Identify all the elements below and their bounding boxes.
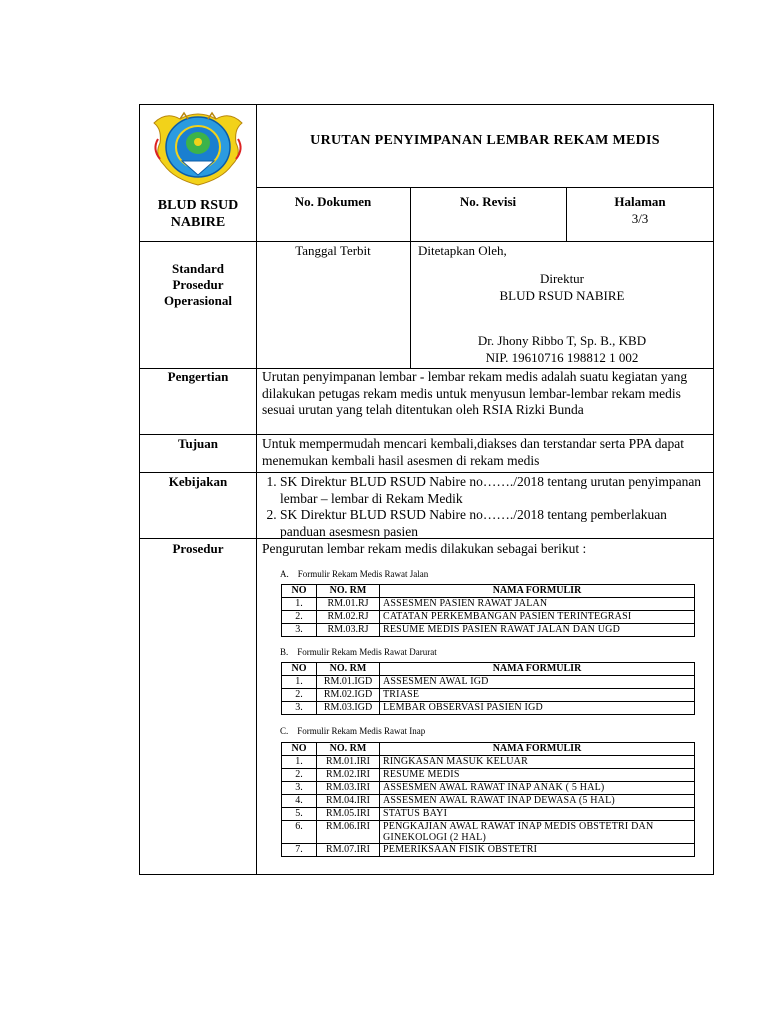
table-rawat-inap <box>281 742 695 857</box>
row-form-name: LEMBAR OBSERVASI PASIEN IGD <box>380 702 695 715</box>
row-no: 1. <box>282 598 317 611</box>
org-name <box>140 197 256 231</box>
table-row <box>282 598 695 611</box>
row-form-name: ASSESMEN AWAL IGD <box>380 676 695 689</box>
table-caption-rawat-jalan <box>280 569 680 580</box>
row-form-name: ASSESMEN AWAL RAWAT INAP DEWASA (5 HAL) <box>380 795 695 808</box>
table-header-row <box>282 743 695 756</box>
sop-label-line: Operasional <box>164 293 232 308</box>
row-divider <box>256 187 714 188</box>
pengertian-text: Urutan penyimpanan lembar - lembar rekam medis adalah suatu kegiatan yang dilakukan petugas rekam medis untuk menyusun lembar-lembar rekam medis sesuai urutan yang telah ditentukan oleh RSIA Rizki Bunda <box>262 369 688 417</box>
row-form-name: ASSESMEN PASIEN RAWAT JALAN <box>380 598 695 611</box>
row-no: 1. <box>282 756 317 769</box>
col-header-no: NO <box>282 743 317 756</box>
caption-text: Formulir Rekam Medis Rawat Inap <box>297 726 426 736</box>
table-row <box>282 702 695 715</box>
table-rawat-jalan <box>281 584 695 637</box>
row-no: 3. <box>282 624 317 637</box>
row-rm: RM.01.IRI <box>317 756 380 769</box>
row-form-name: TRIASE <box>380 689 695 702</box>
row-rm: RM.03.IGD <box>317 702 380 715</box>
row-form-name: PEMERIKSAAN FISIK OBSTETRI <box>380 844 695 857</box>
table-caption-rawat-inap <box>280 726 680 737</box>
page-label: Halaman <box>614 194 666 209</box>
row-form-name: RESUME MEDIS <box>380 769 695 782</box>
col-header-rm: NO. RM <box>317 663 380 676</box>
row-no: 1. <box>282 676 317 689</box>
org-name-line: NABIRE <box>170 215 226 230</box>
row-form-name: CATATAN PERKEMBANGAN PASIEN TERINTEGRASI <box>380 611 695 624</box>
row-rm: RM.05.IRI <box>317 808 380 821</box>
row-no: 2. <box>282 769 317 782</box>
col-header-no: NO <box>282 585 317 598</box>
org-name-line: BLUD RSUD <box>157 198 239 213</box>
col-header-rm: NO. RM <box>317 743 380 756</box>
prosedur-intro: Pengurutan lembar rekam medis dilakukan sebagai berikut : <box>262 541 587 556</box>
hospital-logo <box>150 109 246 187</box>
kebijakan-item: 1. SK Direktur BLUD RSUD Nabire no……./2018 tentang urutan penyimpanan lembar – lembar di Rekam Medik <box>280 474 712 507</box>
prosedur-label: Prosedur <box>172 541 224 556</box>
pengertian-label: Pengertian <box>167 369 229 384</box>
table-row <box>282 795 695 808</box>
director-name: Dr. Jhony Ribbo T, Sp. B., KBD <box>477 333 647 348</box>
page-value: 3/3 <box>631 211 649 226</box>
row-rm: RM.02.IRI <box>317 769 380 782</box>
caption-letter: B. <box>280 647 289 657</box>
table-row <box>282 756 695 769</box>
row-rm: RM.04.IRI <box>317 795 380 808</box>
row-rm: RM.07.IRI <box>317 844 380 857</box>
tujuan-label: Tujuan <box>178 436 218 451</box>
row-no: 5. <box>282 808 317 821</box>
row-form-name: RESUME MEDIS PASIEN RAWAT JALAN DAN UGD <box>380 624 695 637</box>
row-rm: RM.03.RJ <box>317 624 380 637</box>
table-row <box>282 676 695 689</box>
row-divider <box>140 472 714 473</box>
document-title: URUTAN PENYIMPANAN LEMBAR REKAM MEDIS <box>310 133 660 148</box>
doc-number-label: No. Dokumen <box>294 194 372 209</box>
sop-label-line: Prosedur <box>172 277 224 292</box>
row-no: 7. <box>282 844 317 857</box>
sop-label <box>140 261 256 309</box>
row-rm: RM.06.IRI <box>317 821 380 844</box>
col-header-name: NAMA FORMULIR <box>380 663 695 676</box>
caption-text: Formulir Rekam Medis Rawat Darurat <box>297 647 437 657</box>
row-form-name: RINGKASAN MASUK KELUAR <box>380 756 695 769</box>
row-no: 2. <box>282 689 317 702</box>
table-caption-rawat-darurat <box>280 647 680 658</box>
caption-letter: C. <box>280 726 289 736</box>
table-row <box>282 808 695 821</box>
caption-letter: A. <box>280 569 289 579</box>
table-row <box>282 624 695 637</box>
kebijakan-list <box>260 474 712 540</box>
row-no: 2. <box>282 611 317 624</box>
column-divider <box>256 105 257 875</box>
col-header-no: NO <box>282 663 317 676</box>
row-rm: RM.01.IGD <box>317 676 380 689</box>
table-row <box>282 611 695 624</box>
director-org: BLUD RSUD NABIRE <box>499 288 625 303</box>
table-header-row <box>282 585 695 598</box>
row-rm: RM.03.IRI <box>317 782 380 795</box>
approved-by-label: Ditetapkan Oleh, <box>418 243 507 258</box>
table-rawat-darurat <box>281 662 695 715</box>
table-row <box>282 821 695 844</box>
col-header-rm: NO. RM <box>317 585 380 598</box>
table-header-row <box>282 663 695 676</box>
table-row <box>282 769 695 782</box>
row-no: 4. <box>282 795 317 808</box>
table-row <box>282 689 695 702</box>
row-divider <box>140 434 714 435</box>
row-no: 6. <box>282 821 317 844</box>
row-rm: RM.01.RJ <box>317 598 380 611</box>
issue-date-label: Tanggal Terbit <box>295 243 371 258</box>
revision-label: No. Revisi <box>459 194 517 209</box>
row-rm: RM.02.IGD <box>317 689 380 702</box>
kebijakan-item: 2. SK Direktur BLUD RSUD Nabire no……./2018 tentang pemberlakuan panduan asesmesn pasien <box>280 507 712 540</box>
row-form-name: PENGKAJIAN AWAL RAWAT INAP MEDIS OBSTETRI DAN GINEKOLOGI (2 HAL) <box>380 821 695 844</box>
sop-label-line: Standard <box>171 261 225 276</box>
sop-document <box>139 104 714 875</box>
row-no: 3. <box>282 782 317 795</box>
table-row <box>282 844 695 857</box>
tujuan-text: Untuk mempermudah mencari kembali,diakses dan terstandar serta PPA dapat menemukan kembali hasil asesmen di rekam medis <box>262 436 685 468</box>
row-no: 3. <box>282 702 317 715</box>
table-row <box>282 782 695 795</box>
row-divider <box>140 241 714 242</box>
director-title: Direktur <box>539 271 585 286</box>
row-rm: RM.02.RJ <box>317 611 380 624</box>
col-header-name: NAMA FORMULIR <box>380 585 695 598</box>
row-form-name: STATUS BAYI <box>380 808 695 821</box>
row-form-name: ASSESMEN AWAL RAWAT INAP ANAK ( 5 HAL) <box>380 782 695 795</box>
col-header-name: NAMA FORMULIR <box>380 743 695 756</box>
kebijakan-label: Kebijakan <box>168 474 228 489</box>
caption-text: Formulir Rekam Medis Rawat Jalan <box>297 569 429 579</box>
director-nip: NIP. 19610716 198812 1 002 <box>485 350 639 365</box>
